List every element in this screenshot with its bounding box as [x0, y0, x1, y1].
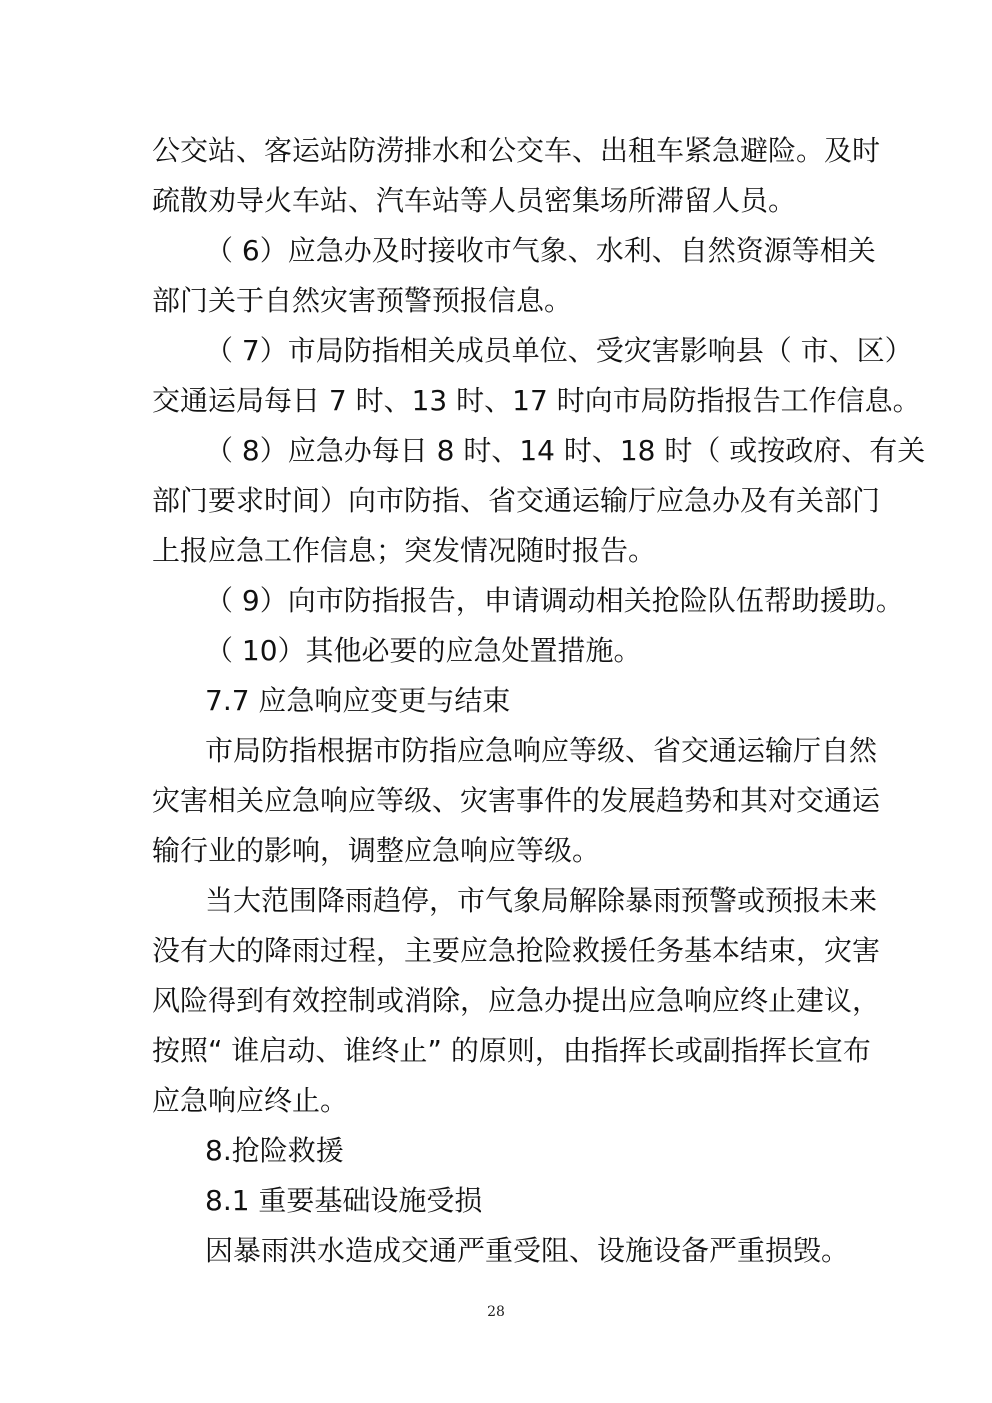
- text-line: （ 6）应急办及时接收市气象、水利、自然资源等相关: [205, 234, 876, 267]
- text-line: 公交站、客运站防涝排水和公交车、出租车紧急避险。及时: [152, 134, 881, 167]
- text-line: 风险得到有效控制或消除，应急办提出应急响应终止建议，: [152, 984, 881, 1017]
- text-line: 疏散劝导火车站、汽车站等人员密集场所滞留人员。: [152, 184, 797, 217]
- text-line: 因暴雨洪水造成交通严重受阻、设施设备严重损毁。: [205, 1234, 850, 1267]
- section-heading: 7.7 应急响应变更与结束: [205, 684, 511, 717]
- text-line: （ 8）应急办每日 8 时、14 时、18 时（ 或按政府、有关: [205, 434, 926, 467]
- page-number: 28: [487, 1304, 505, 1320]
- text-line: （ 7）市局防指相关成员单位、受灾害影响县（ 市、区）: [205, 334, 913, 367]
- section-heading: 8.抢险救援: [205, 1134, 344, 1167]
- text-line: 部门关于自然灾害预警预报信息。: [152, 284, 573, 317]
- text-line: 输行业的影响，调整应急响应等级。: [152, 834, 601, 867]
- text-line: 部门要求时间）向市防指、省交通运输厅应急办及有关部门: [152, 484, 881, 517]
- text-line: 没有大的降雨过程，主要应急抢险救援任务基本结束，灾害: [152, 934, 881, 967]
- text-line: （ 10）其他必要的应急处置措施。: [205, 634, 642, 667]
- text-line: 灾害相关应急响应等级、灾害事件的发展趋势和其对交通运: [152, 784, 881, 817]
- text-line: 市局防指根据市防指应急响应等级、省交通运输厅自然: [205, 734, 878, 767]
- text-line: （ 9）向市防指报告，申请调动相关抢险队伍帮助援助。: [205, 584, 904, 617]
- text-line: 上报应急工作信息；突发情况随时报告。: [152, 534, 657, 567]
- text-line: 按照“ 谁启动、谁终止” 的原则，由指挥长或副指挥长宣布: [152, 1034, 871, 1067]
- text-line: 交通运局每日 7 时、13 时、17 时向市局防指报告工作信息。: [152, 384, 921, 417]
- section-heading: 8.1 重要基础设施受损: [205, 1184, 483, 1217]
- text-line: 当大范围降雨趋停，市气象局解除暴雨预警或预报未来: [205, 884, 878, 917]
- text-line: 应急响应终止。: [152, 1084, 349, 1117]
